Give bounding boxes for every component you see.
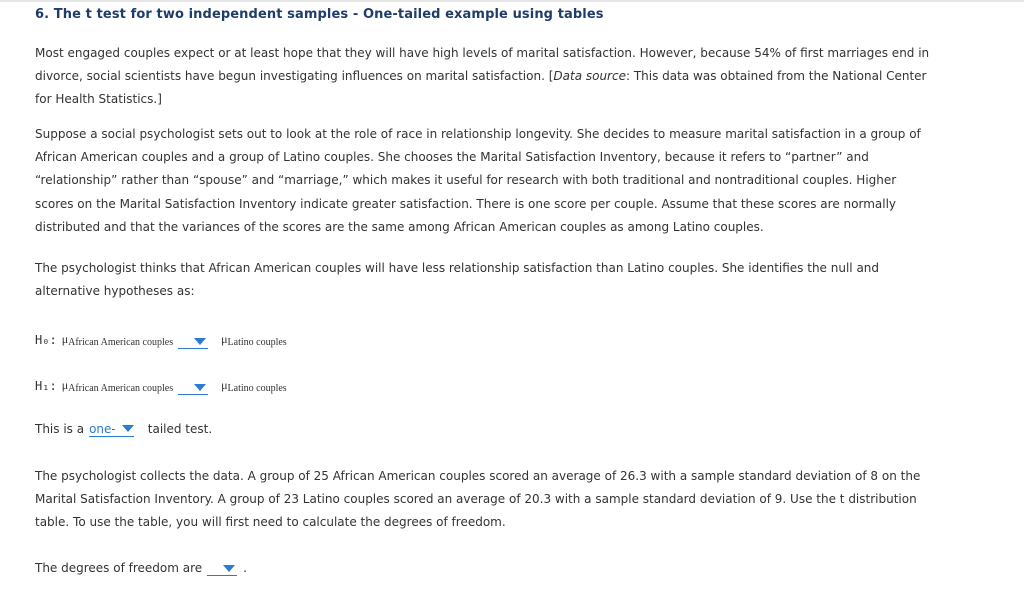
chevron-down-icon [122, 425, 134, 432]
alternative-hypothesis-operator-dropdown[interactable] [178, 380, 208, 395]
tail-type-dropdown[interactable] [89, 421, 134, 437]
scenario-paragraph: Suppose a social psychologist sets out to look at the role of race in relationship longevity. She decides to measure marital satisfaction in a group of African American couples and a group of Latino couples. She chooses the Marital Satisfaction Inventory, because it refers to “partner” and “relationship” rather than “spouse” and “marriage,” which makes it useful for research with both traditional and nontraditional couples. Higher scores on the Marital Satisfaction Inventory indicate greater satisfaction. There is one score per couple. Assume that these scores are normally distributed and that the variances of the scores are the same among African American couples as among Latino couples. [35, 127, 921, 234]
degrees-of-freedom-row [35, 560, 247, 575]
mu-symbol: μ [221, 332, 228, 346]
mu-african-american [62, 378, 173, 394]
question-title: 6. The t test for two independent samples - One-tailed example using tables [35, 7, 604, 22]
tail-selected-value: one- [89, 421, 116, 436]
intro-source-text: : This data was obtained from the National Center for Health Statistics.] [35, 69, 927, 107]
null-hypothesis-row [35, 330, 287, 350]
alternative-hypothesis-label: H₁: [35, 379, 57, 393]
tail-suffix: tailed test. [147, 422, 213, 436]
group1-subscript: African American couples [68, 383, 174, 394]
tail-type-row [35, 421, 212, 437]
hypothesis-intro-paragraph: The psychologist thinks that African American couples will have less relationship satisfaction than Latino couples. She identifies the null and alternative hypotheses as: [35, 261, 880, 299]
intro-paragraph [35, 42, 935, 112]
mu-african-american [62, 332, 173, 348]
mu-latino [221, 378, 287, 394]
group2-subscript: Latino couples [227, 383, 287, 394]
mu-latino [221, 332, 287, 348]
chevron-down-icon [223, 565, 235, 572]
intro-text: Most engaged couples expect or at least hope that they will have high levels of marital satisfaction. However, because 54% of first marriages end in divorce, social scientists have begun investigating influences on marital satisfaction. [ [35, 46, 930, 84]
top-divider [0, 0, 1024, 2]
mu-symbol: μ [61, 332, 69, 346]
chevron-down-icon [194, 384, 206, 391]
data-source-label: Data source [553, 69, 626, 84]
data-paragraph: The psychologist collects the data. A group of 25 African American couples scored an average of 26.3 with a sample standard deviation of 8 on the Marital Satisfaction Inventory. A group of 23 Latino couples scored an average of 20.3 with a sample standard deviation of 9. Use the t distribution table. To use the table, you will first need to calculate the degrees of freedom. [35, 469, 921, 530]
group2-subscript: Latino couples [227, 337, 287, 348]
degrees-of-freedom-dropdown[interactable] [207, 561, 237, 576]
tail-prefix: This is a [35, 422, 85, 436]
chevron-down-icon [194, 338, 206, 345]
df-suffix: . [243, 560, 247, 575]
mu-symbol: μ [61, 378, 69, 392]
null-hypothesis-operator-dropdown[interactable] [178, 334, 208, 349]
mu-symbol: μ [221, 378, 228, 392]
null-hypothesis-label: H₀: [35, 333, 57, 347]
alternative-hypothesis-row [35, 376, 287, 396]
df-prefix: The degrees of freedom are [35, 560, 203, 575]
group1-subscript: African American couples [68, 337, 174, 348]
